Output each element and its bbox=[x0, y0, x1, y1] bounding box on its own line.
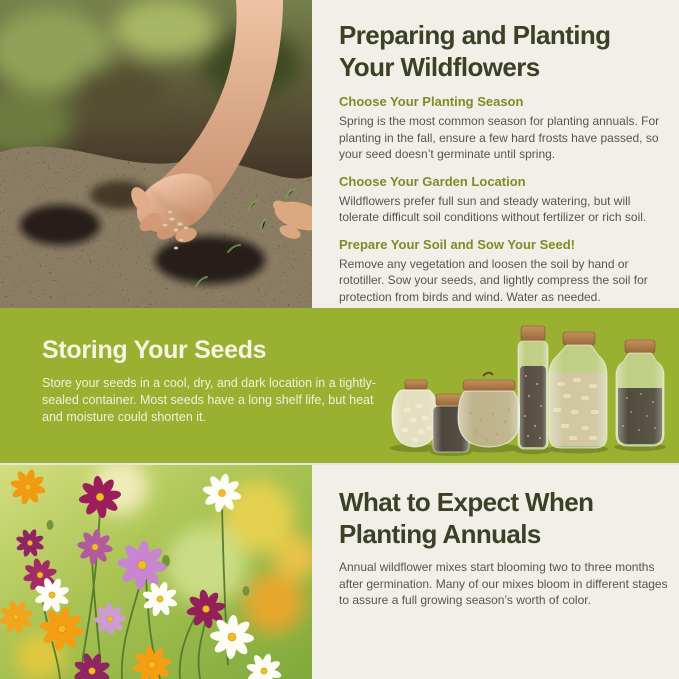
storing-title: Storing Your Seeds bbox=[42, 336, 267, 364]
expect-text-panel bbox=[312, 465, 679, 679]
jar-white-beans bbox=[392, 380, 438, 447]
hand-sowing-seeds-photo bbox=[0, 0, 312, 308]
subsection-prepare-soil bbox=[339, 237, 671, 306]
title-line: Planting Annuals bbox=[339, 519, 541, 549]
expect-body: Annual wildflower mixes start blooming two to three months after germination. Many of our mixes bloom in different stages to assure a full growing season’s worth of color. bbox=[339, 560, 668, 607]
preparing-title bbox=[339, 19, 671, 83]
wildflowers-illustration bbox=[0, 465, 312, 679]
subsection-title: Choose Your Garden Location bbox=[339, 173, 526, 189]
subsection-title: Prepare Your Soil and Sow Your Seed! bbox=[339, 236, 575, 252]
section-storing-seeds bbox=[0, 308, 679, 463]
title-line: What to Expect When bbox=[339, 487, 594, 517]
subsection-body: Spring is the most common season for planting annuals. For planting in the fall, ensure a few hard frosts have passed, so your seed doesn’t germinate until spring. bbox=[339, 114, 660, 161]
title-line: Your Wildflowers bbox=[339, 52, 540, 82]
storing-text-panel bbox=[42, 335, 387, 426]
jar-pumpkin-seeds bbox=[549, 332, 607, 448]
preparing-text-panel bbox=[312, 0, 679, 308]
jar-tall-dark-seeds bbox=[518, 326, 548, 449]
section-what-to-expect bbox=[0, 463, 679, 679]
seed-jars-photo bbox=[379, 318, 669, 458]
jar-dark-seeds bbox=[616, 340, 664, 446]
title-line: Preparing and Planting bbox=[339, 20, 611, 50]
section-preparing-and-planting bbox=[0, 0, 679, 308]
subsection-body: Remove any vegetation and loosen the soil by hand or rototiller. Sow your seeds, and lightly compress the soil for protection from birds and wind. Water as needed. bbox=[339, 256, 648, 304]
subsection-planting-season bbox=[339, 94, 671, 163]
subsection-garden-location bbox=[339, 174, 671, 226]
hand-sowing-seeds-illustration bbox=[0, 0, 312, 308]
storing-body: Store your seeds in a cool, dry, and dark location in a tightly-sealed container. Most seeds have a long shelf life, but heat and moisture could shorten it. bbox=[42, 376, 376, 424]
subsection-body: Wildflowers prefer full sun and steady watering, but will tolerate difficult soil conditions without fertilizer or rich soil. bbox=[339, 193, 647, 224]
jar-tan-grain bbox=[458, 373, 520, 447]
wildflowers-photo bbox=[0, 465, 312, 679]
expect-title bbox=[339, 486, 671, 550]
subsection-title: Choose Your Planting Season bbox=[339, 94, 524, 109]
seed-jars-illustration bbox=[379, 318, 669, 458]
